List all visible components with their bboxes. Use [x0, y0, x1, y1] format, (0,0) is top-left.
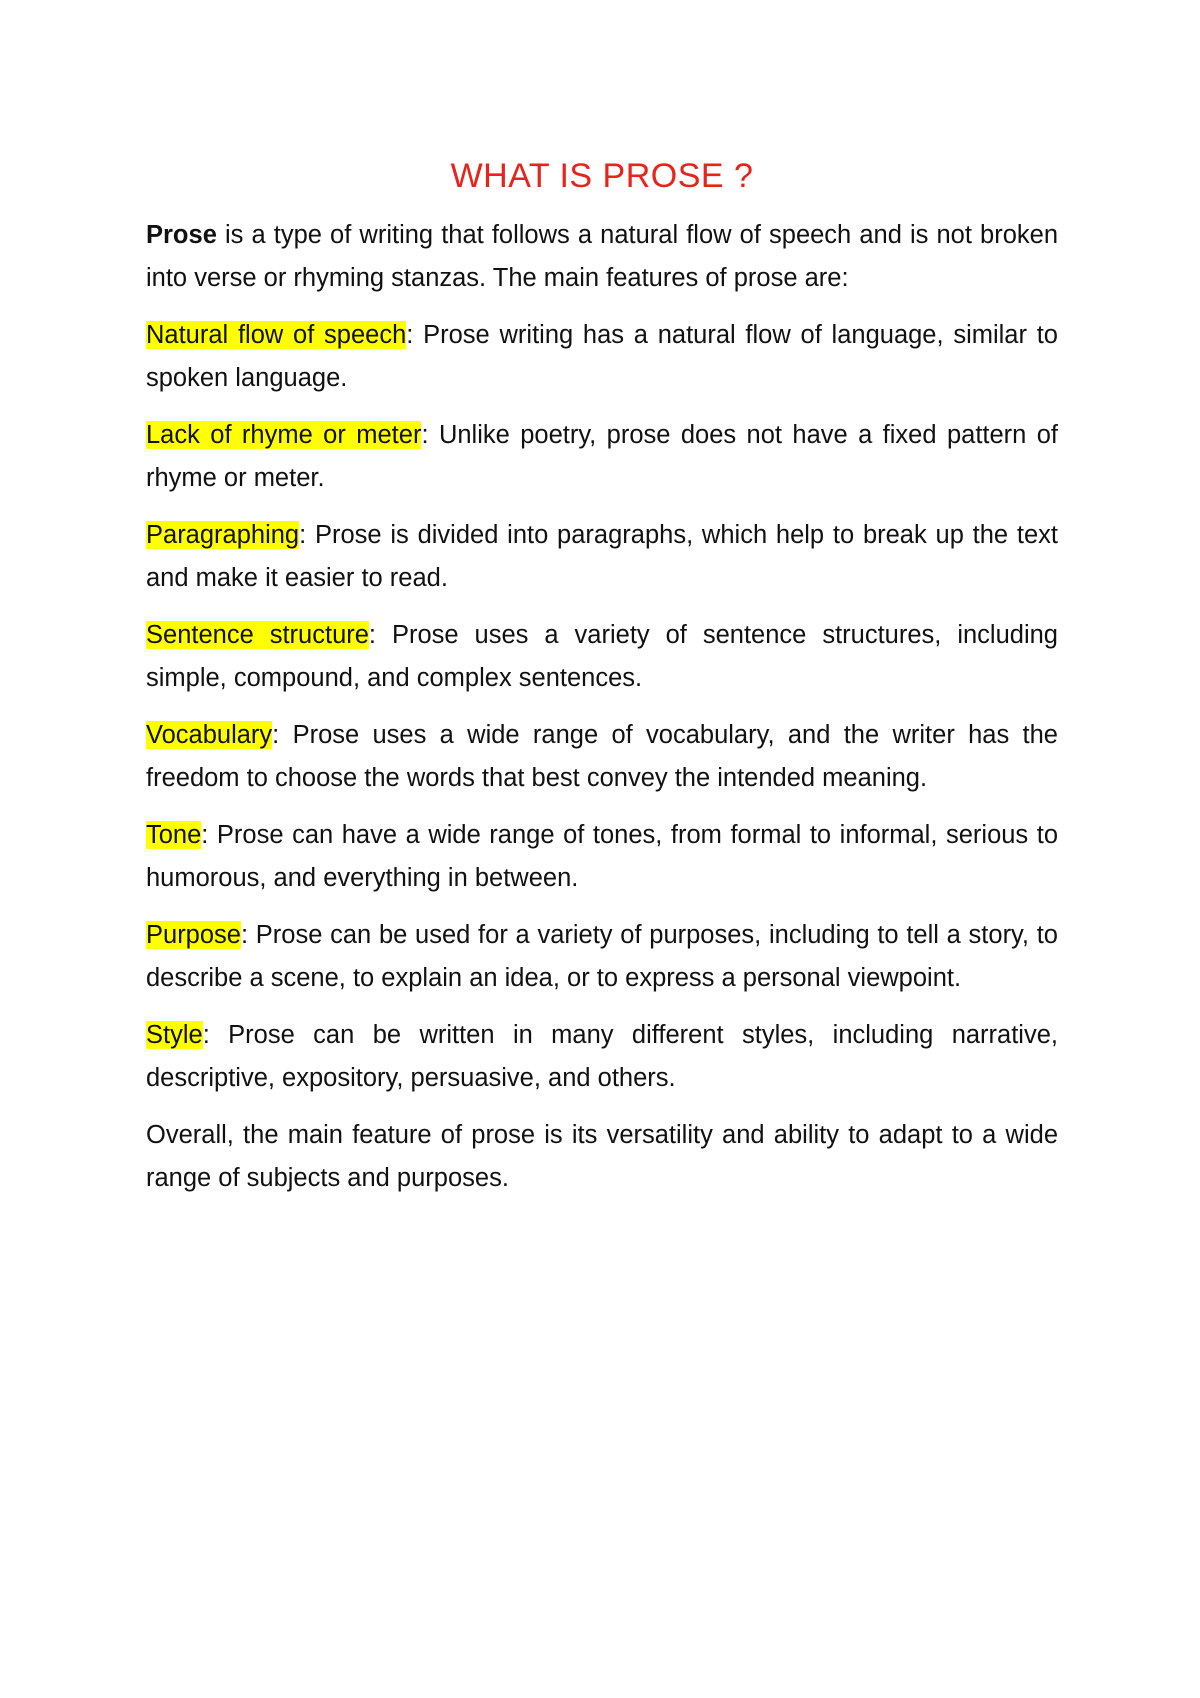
feature-term-highlighted: Tone — [146, 821, 202, 849]
feature-description: : Prose can have a wide range of tones, from formal to informal, serious to humorous, and everything in between. — [146, 821, 1058, 892]
feature-term-highlighted: Paragraphing — [146, 521, 300, 549]
feature-description: : Prose uses a variety of sentence structures, including simple, compound, and complex sentences. — [146, 621, 1058, 692]
feature-term-highlighted: Vocabulary — [146, 721, 273, 749]
feature-paragraph — [146, 514, 1058, 600]
feature-paragraph — [146, 614, 1058, 700]
feature-paragraph — [146, 914, 1058, 1000]
feature-description: : Prose can be written in many different styles, including narrative, descriptive, expository, persuasive, and others. — [146, 1021, 1058, 1092]
feature-description: : Prose can be used for a variety of purposes, including to tell a story, to describe a scene, to explain an idea, or to express a personal viewpoint. — [146, 921, 1058, 992]
feature-term-highlighted: Lack of rhyme or meter — [146, 421, 422, 449]
feature-paragraph — [146, 314, 1058, 400]
feature-paragraph — [146, 1014, 1058, 1100]
feature-paragraph — [146, 714, 1058, 800]
feature-description: : Unlike poetry, prose does not have a fixed pattern of rhyme or meter. — [146, 421, 1059, 492]
feature-description: : Prose is divided into paragraphs, which help to break up the text and make it easier to read. — [146, 521, 1058, 592]
document-page — [146, 0, 1058, 1200]
feature-description: : Prose writing has a natural flow of language, similar to spoken language. — [146, 321, 1058, 392]
intro-term: Prose — [146, 221, 217, 249]
feature-term-highlighted: Sentence structure — [146, 621, 369, 649]
feature-term-highlighted: Natural flow of speech — [146, 321, 407, 349]
intro-paragraph — [146, 214, 1058, 300]
feature-description: : Prose uses a wide range of vocabulary, and the writer has the freedom to choose the words that best convey the intended meaning. — [146, 721, 1058, 792]
page-title: WHAT IS PROSE ? — [450, 157, 754, 195]
intro-text: is a type of writing that follows a natural flow of speech and is not broken into verse or rhyming stanzas. The main features of prose are: — [146, 221, 1058, 292]
feature-paragraph — [146, 814, 1058, 900]
feature-term-highlighted: Purpose — [146, 921, 241, 949]
feature-term-highlighted: Style — [146, 1021, 203, 1049]
feature-paragraph — [146, 414, 1058, 500]
conclusion-paragraph: Overall, the main feature of prose is its versatility and ability to adapt to a wide range of subjects and purposes. — [146, 1121, 1058, 1192]
